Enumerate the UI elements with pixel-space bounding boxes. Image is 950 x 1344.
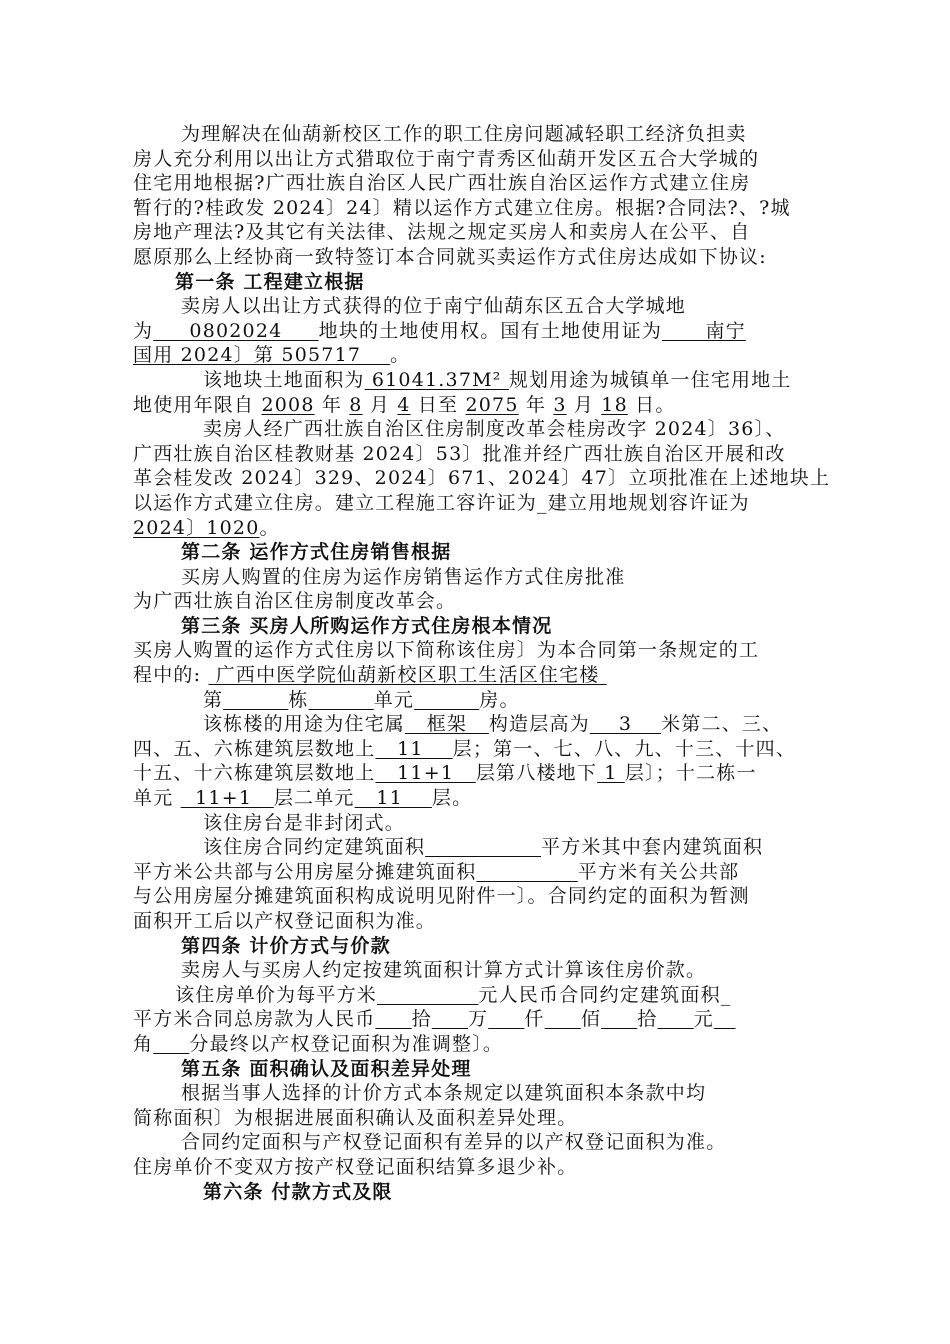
article-heading <box>133 1180 833 1205</box>
text-segment: 月 <box>362 393 398 416</box>
text-segment: 广西壮族自治区桂教财基 2024〕53〕批准并经广西壮族自治区开展和改 <box>133 442 786 465</box>
text-segment: 该栋楼的用途为住宅属 <box>203 713 406 736</box>
filled-blank <box>476 861 577 883</box>
text-line <box>133 638 833 663</box>
text-line <box>133 294 833 319</box>
filled-blank: 11 <box>354 787 432 810</box>
text-line <box>133 589 833 614</box>
filled-blank: 0802024 <box>153 319 319 342</box>
text-segment: 四、五、六栋建筑层数地上 <box>133 737 376 760</box>
text-line <box>133 1007 833 1032</box>
text-line <box>133 811 833 836</box>
text-segment: 年 <box>518 393 554 416</box>
text-segment: 单元 <box>373 688 415 711</box>
text-segment: 合同约定面积与产权登记面积有差异的以产权登记面积为准。 <box>181 1131 727 1154</box>
text-segment: 第一条 <box>175 270 236 293</box>
text-segment: 万 <box>468 1008 489 1031</box>
text-segment: 拾 <box>637 1008 658 1031</box>
text-line <box>133 393 833 418</box>
text-segment: 米第二、三、 <box>661 713 783 736</box>
text-segment: 第三条 <box>181 614 242 637</box>
text-line <box>133 343 833 368</box>
text-segment: 愿原那么上经协商一致特签订本合同就买卖运作方式住房达成如下协议: <box>133 245 767 268</box>
text-line <box>133 663 833 688</box>
text-segment: 面积确认及面积差异处理 <box>241 1057 472 1080</box>
text-segment: 构造层高为 <box>488 713 590 736</box>
text-segment: 与公用房屋分摊建筑面积构成说明见附件一〕。合同约定的面积为暂测 <box>133 885 750 908</box>
text-segment: 层。 <box>431 787 473 810</box>
text-line <box>133 245 833 270</box>
text-segment: 日至 <box>410 393 466 416</box>
text-line <box>133 516 833 541</box>
text-segment: 栋 <box>288 688 309 711</box>
text-line <box>133 884 833 909</box>
text-segment: 买房人购置的住房为运作房销售运作方式住房批准 <box>181 565 626 588</box>
filled-blank: 3 <box>589 713 662 736</box>
text-segment: 平方米其中套内建筑面积 <box>541 836 764 859</box>
text-line <box>133 1106 833 1131</box>
text-segment: 月 <box>566 393 602 416</box>
filled-blank: 11 <box>375 737 453 760</box>
text-segment: 该住房合同约定建筑面积 <box>203 836 426 859</box>
text-line <box>133 319 833 344</box>
text-line <box>133 1130 833 1155</box>
text-line <box>133 220 833 245</box>
text-segment: 住房单价不变双方按产权登记面积结算多退少补。 <box>133 1155 578 1178</box>
text-segment: 平方米合同总房款为人民币 <box>133 1008 376 1031</box>
text-line <box>133 1081 833 1106</box>
text-segment: 。 <box>259 516 280 539</box>
text-line <box>133 712 833 737</box>
text-segment: 日。 <box>627 393 676 416</box>
article-heading <box>133 934 833 959</box>
text-line <box>133 368 833 393</box>
filled-blank: 4 <box>397 393 411 416</box>
text-line <box>133 761 833 786</box>
text-line <box>133 1032 833 1057</box>
text-segment: 第六条 <box>203 1180 264 1203</box>
text-segment: 住宅用地根据?广西壮族自治区人民广西壮族自治区运作方式建立住房 <box>133 172 751 195</box>
filled-blank <box>601 1008 637 1030</box>
text-line <box>133 442 833 467</box>
filled-blank: 国用 2024〕第 505717 <box>133 344 391 367</box>
filled-blank: 11+1 <box>375 762 476 785</box>
text-segment: 拾 <box>411 1008 432 1031</box>
text-line <box>133 737 833 762</box>
text-segment: 该住房单价为每平方米 <box>175 983 378 1006</box>
filled-blank <box>714 1008 736 1030</box>
filled-blank: 2075 <box>465 393 519 416</box>
text-segment: 佰 <box>580 1008 602 1031</box>
filled-blank: 南宁 <box>662 319 746 342</box>
text-segment: 平方米公共部与公用房屋分摊建筑面积 <box>133 860 477 883</box>
filled-blank <box>425 836 541 858</box>
text-segment: 单元 <box>133 787 181 810</box>
text-segment: 层；第一、七、八、九、十三、十四、 <box>452 737 797 760</box>
text-segment: 买房人所购运作方式住房根本情况 <box>241 614 553 637</box>
filled-blank <box>153 1033 189 1055</box>
text-segment: 为广西壮族自治区住房制度改革会。 <box>133 590 457 613</box>
text-line <box>133 835 833 860</box>
filled-blank: 2008 <box>261 393 315 416</box>
text-line <box>133 565 833 590</box>
filled-blank: 框架 <box>405 713 489 736</box>
text-line <box>133 860 833 885</box>
text-segment: 付款方式及限 <box>263 1180 393 1203</box>
text-segment: 买房人购置的运作方式住房以下简称该住房〕为本合同第一条规定的工 <box>133 639 760 662</box>
text-segment: 第五条 <box>181 1057 242 1080</box>
text-line <box>133 491 833 516</box>
text-segment: 为 <box>133 319 154 342</box>
text-segment: 计价方式与价款 <box>241 934 391 957</box>
text-segment: 卖房人以出让方式获得的位于南宁仙葫东区五合大学城地 <box>181 295 687 318</box>
text-segment: 十五、十六栋建筑层数地上 <box>133 762 376 785</box>
filled-blank <box>657 1008 693 1030</box>
text-segment: 规划用途为城镇单一住宅用地土 <box>508 368 792 391</box>
text-line <box>133 122 833 147</box>
text-segment: 暂行的?桂政发 2024〕24〕精以运作方式建立住房。根据?合同法?、?城 <box>133 196 791 219</box>
text-line <box>133 983 833 1008</box>
text-segment: 根据当事人选择的计价方式本条规定以建筑面积本条款中均 <box>181 1082 707 1105</box>
text-segment: 革会桂发改 2024〕329、2024〕671、2024〕47〕立项批准在上述地块上 <box>133 467 831 490</box>
text-segment: 仟 <box>524 1008 545 1031</box>
text-segment: 运作方式住房销售根据 <box>241 541 452 564</box>
filled-blank: 1 <box>597 762 625 785</box>
text-segment: 年 <box>314 393 350 416</box>
text-segment: 房。 <box>479 688 520 711</box>
text-segment: 元人民币合同约定建筑面积_ <box>478 983 732 1006</box>
text-line <box>133 958 833 983</box>
text-segment: 地使用年限自 <box>133 393 262 416</box>
filled-blank <box>309 689 374 711</box>
text-segment: 层二单元 <box>273 787 355 810</box>
text-segment: 工程建立根据 <box>235 270 365 293</box>
text-line <box>133 688 833 713</box>
text-segment: 平方米有关公共部 <box>577 860 740 883</box>
text-segment: 面积开工后以产权登记面积为准。 <box>133 910 437 932</box>
contract-page <box>133 122 833 1204</box>
filled-blank <box>488 1008 524 1030</box>
text-segment: 房地产理法?及其它有关法律、法规之规定买房人和卖房人在公平、自 <box>133 221 751 244</box>
text-line <box>133 171 833 196</box>
text-line <box>133 786 833 811</box>
filled-blank <box>414 689 479 711</box>
text-segment: 卖房人经广西壮族自治区住房制度改革会桂房改字 2024〕36〕、 <box>203 418 786 441</box>
filled-blank <box>375 1008 411 1030</box>
text-segment: 第四条 <box>181 934 242 957</box>
filled-blank <box>545 1008 581 1030</box>
text-segment: 分最终以产权登记面积为准调整〕。 <box>189 1032 504 1055</box>
article-heading <box>133 540 833 565</box>
text-segment: 该住房台是非封闭式。 <box>203 811 406 834</box>
filled-blank: 18 <box>601 393 628 416</box>
article-heading <box>133 614 833 639</box>
article-heading <box>133 270 833 295</box>
text-segment: 地块的土地使用权。国有土地使用证为 <box>318 319 663 342</box>
text-line <box>133 909 833 934</box>
text-segment: 以运作方式建立住房。建立工程施工容许证为_建立用地规划容许证为 <box>133 491 750 514</box>
text-segment: 第二条 <box>181 541 242 564</box>
text-segment: 房人充分利用以出让方式猎取位于南宁青秀区仙葫开发区五合大学城的 <box>133 147 760 170</box>
filled-blank: 8 <box>349 393 363 416</box>
text-segment: 卖房人与买房人约定按建筑面积计算方式计算该住房价款。 <box>181 959 707 982</box>
text-line <box>133 1155 833 1180</box>
text-segment: 层〕；十二栋一 <box>624 762 757 785</box>
article-heading <box>133 1057 833 1082</box>
text-segment: 。 <box>390 344 411 367</box>
filled-blank: 11+1 <box>180 787 274 810</box>
text-segment: 为理解决在仙葫新校区工作的职工住房问题减轻职工经济负担卖 <box>181 123 747 145</box>
filled-blank: 2024〕1020 <box>133 516 260 539</box>
text-line <box>133 466 833 491</box>
text-segment: 层第八楼地下 <box>475 762 598 785</box>
filled-blank: 广西中医学院仙葫新校区职工生活区住宅楼 <box>208 664 607 687</box>
filled-blank <box>377 984 478 1006</box>
text-segment: 程中的: <box>133 664 209 687</box>
text-segment: 简称面积〕为根据进展面积确认及面积差异处理。 <box>133 1106 578 1129</box>
filled-blank: 3 <box>553 393 567 416</box>
text-line <box>133 196 833 221</box>
text-segment: 第 <box>203 688 224 711</box>
text-segment: 元 <box>693 1008 714 1031</box>
text-segment: 该地块土地面积为 <box>203 368 365 391</box>
filled-blank <box>223 689 288 711</box>
text-segment: 角 <box>133 1032 154 1055</box>
filled-blank: 61041.37M² <box>364 368 509 391</box>
text-line <box>133 417 833 442</box>
filled-blank <box>432 1008 468 1030</box>
text-line <box>133 147 833 172</box>
